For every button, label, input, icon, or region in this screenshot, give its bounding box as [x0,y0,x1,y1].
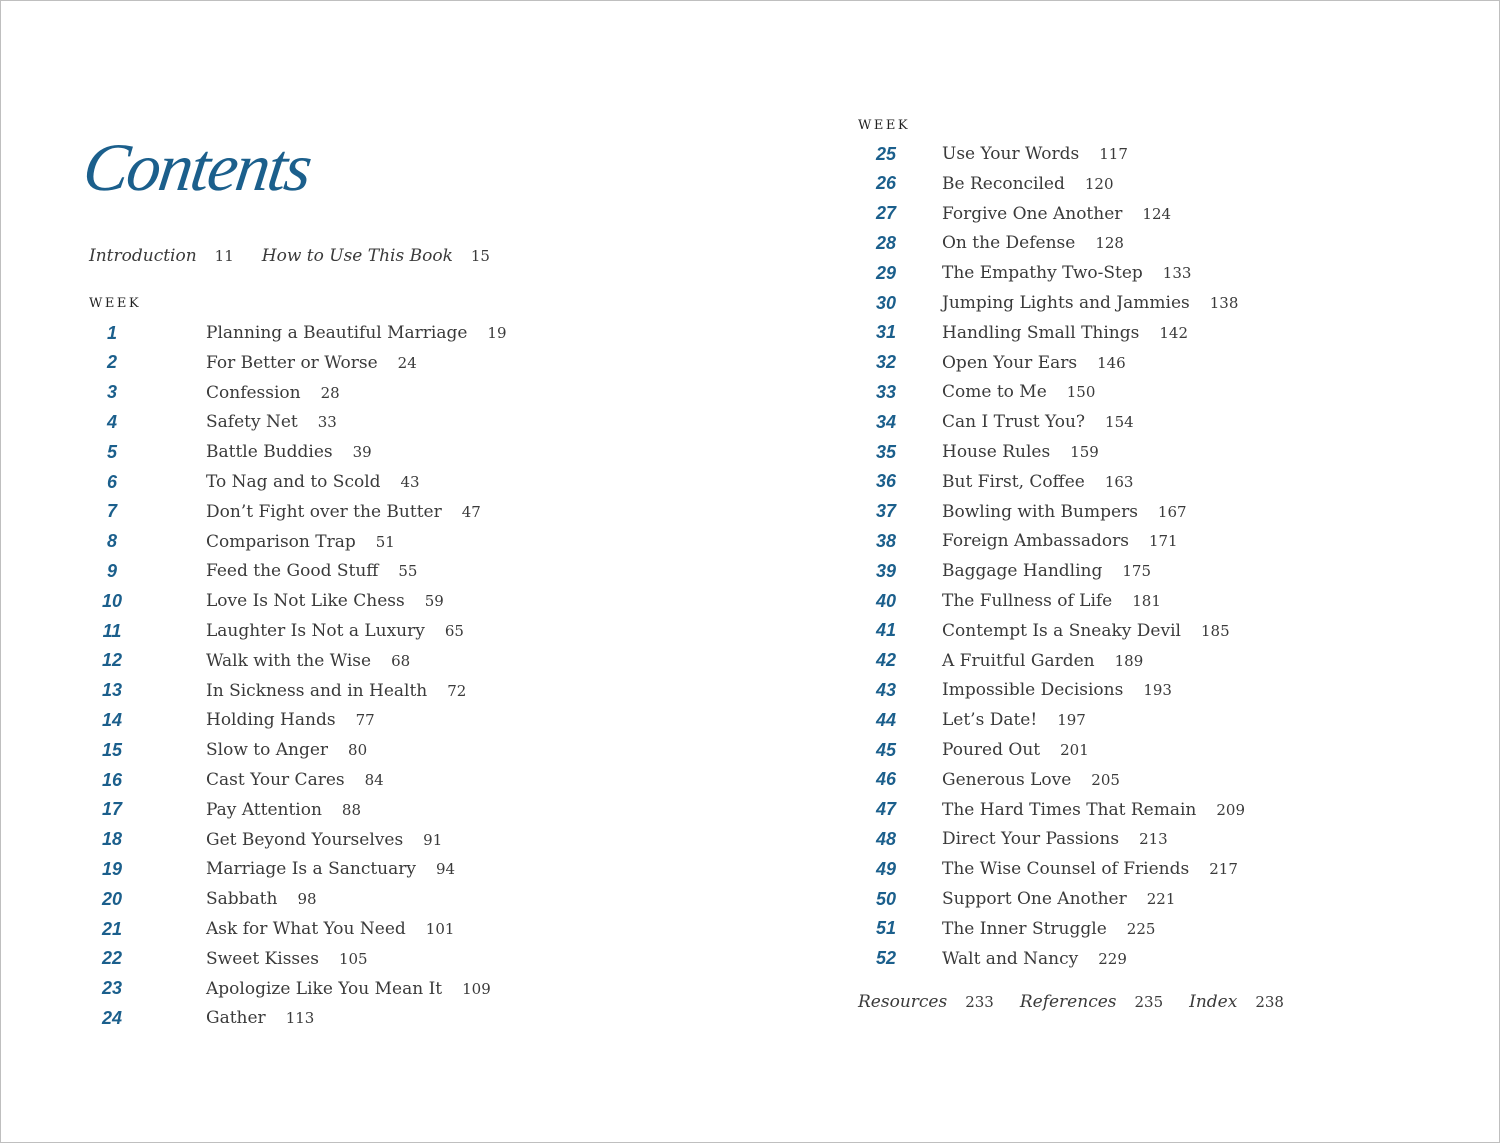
toc-entry[interactable] [92,646,411,676]
entry-text [206,949,368,969]
week-number: 12 [101,650,123,671]
entry-title: Marriage Is a Sanctuary [206,859,416,880]
week-number: 1 [106,322,117,343]
week-number: 14 [101,709,123,730]
toc-entry[interactable] [92,914,455,944]
entry-text [206,323,507,343]
entry-text [942,680,1172,700]
toc-entry[interactable] [92,705,375,735]
entry-text [942,144,1128,164]
entry-page: 213 [1139,830,1168,849]
front-matter-label: How to Use This Book [261,246,453,266]
entry-title: A Fruitful Garden [942,650,1095,671]
week-number: 9 [106,560,117,581]
back-matter-page: 238 [1255,993,1284,1011]
entry-page: 120 [1084,174,1114,193]
entry-page: 181 [1132,592,1161,610]
week-number: 39 [875,560,897,581]
entry-page: 159 [1070,443,1099,461]
entry-page: 91 [423,830,443,849]
back-matter-label: References [1019,992,1117,1012]
entry-page: 167 [1157,502,1187,521]
week-heading-right: WEEK [858,118,911,133]
toc-entry[interactable] [866,139,1128,169]
entry-title: For Better or Worse [206,352,378,373]
toc-entry[interactable] [92,765,384,795]
entry-page: 142 [1159,323,1188,342]
week-number: 33 [875,381,897,402]
toc-entry[interactable] [92,884,317,914]
week-number: 24 [101,1007,123,1028]
week-number: 38 [875,530,897,551]
entry-text [206,830,442,850]
entry-text [942,621,1230,641]
toc-entry[interactable] [866,377,1096,407]
week-number: 20 [101,888,123,909]
entry-title: The Wise Counsel of Friends [942,859,1190,880]
week-number: 25 [875,143,897,164]
entry-title: Let’s Date! [942,710,1038,731]
entry-title: Apologize Like You Mean It [206,978,443,999]
toc-entry[interactable] [92,616,464,646]
entry-page: 24 [397,353,417,372]
entry-text [942,919,1155,939]
week-number: 4 [106,411,117,432]
entry-text [942,740,1089,760]
entry-page: 185 [1200,621,1230,640]
entry-page: 98 [297,890,317,909]
week-number: 32 [875,352,897,373]
toc-entry[interactable] [92,854,456,884]
entry-text [942,889,1175,909]
entry-title: Poured Out [942,740,1041,760]
toc-entry[interactable] [866,258,1192,288]
toc-entry[interactable] [92,437,372,467]
entry-title: Support One Another [942,889,1127,909]
toc-entry[interactable] [92,527,395,557]
entry-page: 124 [1142,204,1172,223]
entry-page: 221 [1146,890,1176,908]
week-number: 19 [101,858,123,879]
entry-text [206,710,375,730]
week-number: 49 [875,858,897,879]
entry-text [942,472,1133,492]
toc-entry[interactable] [866,318,1188,348]
entry-page: 175 [1122,562,1152,581]
entry-title: To Nag and to Scold [206,472,381,492]
week-number: 41 [875,620,897,641]
entry-page: 68 [391,651,411,670]
toc-entry[interactable] [866,437,1099,467]
week-number: 36 [875,471,897,492]
week-number: 13 [101,680,123,701]
entry-title: Generous Love [942,769,1072,790]
entry-text [942,204,1171,224]
toc-entry[interactable] [92,556,418,586]
entry-page: 47 [461,502,481,521]
entry-title: Direct Your Passions [942,829,1120,850]
toc-entry[interactable] [866,348,1126,378]
entry-text [942,263,1191,283]
entry-text [942,859,1238,879]
entry-page: 113 [285,1009,315,1028]
entry-title: The Inner Struggle [942,918,1107,939]
entry-page: 150 [1066,383,1096,402]
entry-text [206,591,444,611]
entry-title: House Rules [942,442,1051,462]
toc-entry[interactable] [92,735,368,765]
week-number: 37 [875,501,897,522]
toc-entry[interactable] [866,228,1124,258]
entry-page: 19 [487,324,507,342]
entry-page: 133 [1162,264,1192,283]
entry-title: Contempt Is a Sneaky Devil [942,620,1181,641]
entry-page: 205 [1091,770,1120,789]
entry-page: 146 [1097,353,1126,372]
entry-text [942,293,1238,313]
week-number: 28 [875,232,897,253]
entry-text [942,561,1151,581]
entry-text [942,770,1120,790]
week-number: 8 [106,531,117,552]
toc-entry[interactable] [866,944,1127,974]
toc-entry[interactable] [92,676,467,706]
toc-entry[interactable] [866,586,1161,616]
toc-entry[interactable] [92,825,443,855]
entry-title: Impossible Decisions [942,680,1124,701]
entry-title: Bowling with Bumpers [942,501,1138,522]
entry-page: 225 [1126,919,1156,938]
entry-title: Get Beyond Yourselves [206,829,404,850]
toc-entry[interactable] [866,884,1176,914]
toc-entry[interactable] [866,646,1144,676]
entry-page: 209 [1216,800,1246,819]
toc-entry[interactable] [866,169,1114,199]
entry-text [942,442,1099,462]
entry-title: Slow to Anger [206,740,329,761]
toc-entry[interactable] [92,795,362,825]
entry-page: 43 [400,473,420,491]
week-number: 3 [106,382,117,403]
toc-entry[interactable] [866,288,1239,318]
week-number: 10 [101,590,123,611]
entry-text [206,859,455,879]
entry-page: 72 [447,681,467,700]
entry-text [942,233,1124,253]
entry-page: 94 [436,860,456,879]
entry-title: On the Defense [942,233,1076,254]
entry-title: The Empathy Two-Step [942,263,1143,284]
week-number: 16 [101,769,123,790]
entry-page: 128 [1095,234,1124,253]
week-number: 52 [875,948,897,969]
entry-title: Gather [206,1008,266,1029]
entry-text [206,740,367,760]
entry-page: 217 [1209,860,1238,879]
entry-page: 163 [1104,472,1134,491]
week-number: 15 [101,739,123,760]
toc-entry[interactable] [92,378,340,408]
entry-page: 51 [375,532,395,551]
entry-page: 109 [462,979,491,998]
entry-page: 193 [1143,681,1172,700]
entry-title: Comparison Trap [206,531,356,552]
week-number: 30 [875,292,897,313]
entry-page: 80 [348,741,368,760]
week-number: 47 [875,799,897,820]
week-number: 44 [875,709,897,730]
week-number: 27 [875,203,897,224]
entry-page: 59 [424,592,444,611]
toc-entry[interactable] [92,318,507,348]
entry-page: 28 [320,383,340,402]
week-number: 29 [875,262,897,283]
toc-entry[interactable] [92,586,444,616]
week-number: 18 [101,829,123,850]
week-number: 50 [875,888,897,909]
entry-page: 229 [1098,949,1127,968]
entry-text [206,681,466,701]
toc-entry[interactable] [92,974,491,1004]
toc-entry[interactable] [92,1003,315,1033]
entry-title: Holding Hands [206,710,336,731]
entry-title: The Hard Times That Remain [942,799,1197,820]
back-matter-label: Resources [858,992,948,1012]
entry-page: 117 [1099,145,1128,163]
entry-title: Be Reconciled [942,173,1065,194]
entry-title: Come to Me [942,382,1047,403]
toc-entry[interactable] [92,467,420,497]
week-number: 17 [101,799,123,820]
entry-page: 88 [341,800,362,819]
entry-text [206,889,317,909]
entry-title: Confession [206,382,301,403]
week-number: 6 [106,471,117,492]
entry-title: Foreign Ambassadors [942,531,1129,552]
entry-title: Walk with the Wise [206,650,372,671]
entry-text [206,621,464,641]
entry-text [206,502,481,522]
entry-text [206,800,361,820]
week-number: 21 [101,918,123,939]
toc-entry[interactable] [866,556,1152,586]
entry-title: Pay Attention [206,799,322,820]
toc-entry[interactable] [866,616,1230,646]
week-number: 45 [875,739,897,760]
entry-text [942,591,1161,611]
back-matter-page: 235 [1134,993,1164,1011]
week-number: 22 [101,948,123,969]
entry-page: 33 [317,413,337,432]
entry-title: Jumping Lights and Jammies [942,293,1190,313]
entry-text [942,353,1126,373]
entry-title: Open Your Ears [942,352,1078,373]
entry-page: 154 [1105,413,1134,432]
toc-entry[interactable] [866,199,1172,229]
week-number: 42 [875,650,897,671]
week-heading-left: WEEK [89,296,142,311]
entry-page: 197 [1057,711,1086,730]
entry-title: Walt and Nancy [942,948,1079,969]
entry-title: In Sickness and in Health [206,680,428,701]
week-number: 34 [875,411,897,432]
entry-title: Handling Small Things [942,322,1140,343]
toc-entry[interactable] [866,705,1086,735]
entry-text [206,651,410,671]
entry-title: Forgive One Another [942,203,1123,224]
entry-title: Sabbath [206,889,278,910]
entry-title: Can I Trust You? [942,412,1086,433]
entry-text [206,472,420,492]
entry-title: Laughter Is Not a Luxury [206,621,425,641]
toc-entry[interactable] [866,735,1089,765]
entry-title: Feed the Good Stuff [206,561,379,582]
entry-title: Baggage Handling [942,561,1103,582]
entry-page: 201 [1060,741,1089,759]
week-number: 7 [106,501,117,522]
week-number: 2 [106,352,117,373]
entry-text [942,829,1168,849]
entry-text [206,561,417,581]
entry-text [942,710,1086,730]
toc-entry[interactable] [866,675,1172,705]
entry-page: 77 [355,711,375,730]
entry-title: But First, Coffee [942,471,1085,492]
entry-text [206,412,337,432]
toc-entry[interactable] [866,497,1187,527]
contents-title: Contents [78,129,316,205]
entry-page: 101 [425,920,455,938]
toc-entry[interactable] [866,824,1168,854]
front-matter-page: 15 [470,247,490,265]
week-number: 46 [875,769,897,790]
entry-title: Safety Net [206,412,298,433]
entry-title: Cast Your Cares [206,770,345,790]
entry-title: Planning a Beautiful Marriage [206,323,468,343]
entry-title: Don’t Fight over the Butter [206,501,442,522]
toc-entry[interactable] [92,497,481,527]
entry-text [942,651,1143,671]
entry-page: 189 [1114,651,1144,670]
toc-entry[interactable] [92,944,368,974]
back-matter-page: 233 [965,993,994,1011]
entry-page: 84 [364,771,384,789]
toc-entry[interactable] [92,348,417,378]
entry-text [206,979,491,999]
front-matter-label: Introduction [89,246,197,266]
week-number: 43 [875,679,897,700]
entry-text [206,353,417,373]
front-matter [89,246,518,266]
toc-entry[interactable] [866,407,1134,437]
toc-entry[interactable] [92,407,337,437]
toc-entry[interactable] [866,765,1120,795]
entry-text [206,383,340,403]
toc-entry[interactable] [866,526,1178,556]
entry-page: 65 [444,622,464,640]
entry-text [942,502,1187,522]
toc-entry[interactable] [866,914,1156,944]
entry-title: Use Your Words [942,144,1080,164]
entry-text [206,1008,314,1028]
entry-title: The Fullness of Life [942,591,1113,611]
entry-text [942,800,1245,820]
entry-text [942,382,1095,402]
entry-title: Battle Buddies [206,442,333,463]
entry-page: 55 [398,562,418,581]
entry-text [942,531,1178,551]
entry-page: 171 [1148,532,1178,551]
week-number: 35 [875,441,897,462]
entry-text [206,442,372,462]
week-number: 11 [102,620,122,641]
toc-entry[interactable] [866,467,1134,497]
week-number: 23 [101,978,123,999]
week-number: 26 [875,173,897,194]
entry-text [942,949,1127,969]
entry-title: Sweet Kisses [206,948,319,969]
toc-entry[interactable] [866,795,1246,825]
entry-text [942,174,1114,194]
week-number: 5 [106,441,117,462]
week-number: 51 [875,918,897,939]
back-matter [858,992,1310,1012]
entry-title: Ask for What You Need [206,919,406,939]
entry-page: 105 [338,949,368,968]
back-matter-label: Index [1189,992,1238,1012]
week-number: 31 [875,322,897,343]
entry-text [206,919,454,939]
week-number: 40 [875,590,897,611]
week-number: 48 [875,828,897,849]
entry-text [942,323,1188,343]
entry-text [206,532,395,552]
entry-text [942,412,1134,432]
entry-title: Love Is Not Like Chess [206,591,405,612]
toc-entry[interactable] [866,854,1238,884]
entry-page: 39 [352,443,372,462]
front-matter-page: 11 [214,247,234,265]
entry-page: 138 [1209,294,1239,312]
entry-text [206,770,384,790]
